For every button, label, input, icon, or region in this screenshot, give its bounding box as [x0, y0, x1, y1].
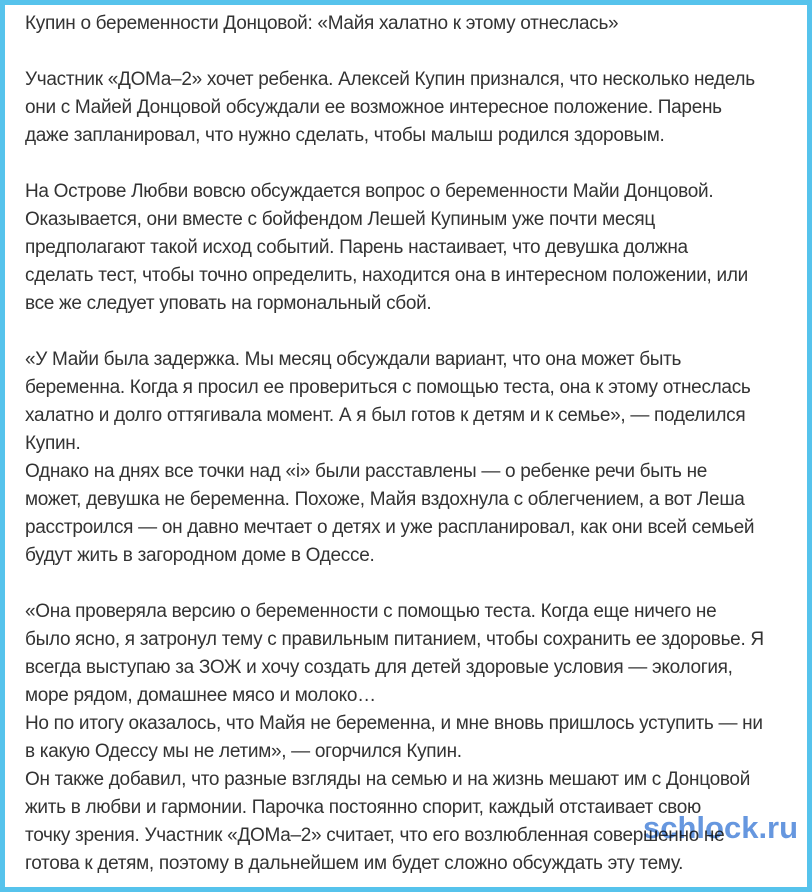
text-line: в какую Одессу мы не летим», — огорчился Купин.: [25, 741, 462, 762]
article-title: Купин о беременности Донцовой: «Майя халатно к этому отнеслась»: [25, 13, 619, 34]
text-line: было ясно, я затронул тему с правильным питанием, чтобы сохранить ее здоровье. Я: [25, 629, 764, 650]
text-line: предполагают такой исход событий. Парень настаивает, что девушка должна: [25, 237, 688, 258]
text-line: беременна. Когда я просил ее провериться с помощью теста, она к этому отнеслась: [25, 377, 751, 398]
text-line: может, девушка не беременна. Похоже, Майя вздохнула с облегчением, а вот Леша: [25, 489, 745, 510]
text-line: они с Майей Донцовой обсуждали ее возможное интересное положение. Парень: [25, 97, 722, 118]
article-paragraph: [25, 598, 797, 878]
text-line: Но по итогу оказалось, что Майя не беременна, и мне вновь пришлось уступить — ни: [25, 713, 763, 734]
text-line: море рядом, домашнее мясо и молоко…: [25, 685, 376, 706]
article-paragraph: [25, 66, 797, 150]
text-line: даже запланировал, что нужно сделать, чтобы малыш родился здоровым.: [25, 125, 665, 146]
text-line: все же следует уповать на гормональный сбой.: [25, 293, 432, 314]
text-line: Купин.: [25, 433, 81, 454]
text-line: расстроился — он давно мечтает о детях и уже распланировал, как они всей семьей: [25, 517, 755, 538]
text-line: халатно и долго оттягивала момент. А я был готов к детям и к семье», — поделился: [25, 405, 746, 426]
watermark-schlock-ru: schlock.ru: [643, 810, 799, 845]
text-line: всегда выступаю за ЗОЖ и хочу создать для детей здоровые условия — экология,: [25, 657, 733, 678]
text-line: жить в любви и гармонии. Парочка постоянно спорит, каждый отстаивает свою: [25, 797, 701, 818]
text-line: готова к детям, поэтому в дальнейшем им будет сложно обсуждать эту тему.: [25, 853, 684, 874]
article-paragraph: [25, 178, 797, 318]
text-line: Участник «ДОМа–2» хочет ребенка. Алексей Купин признался, что несколько недель: [25, 69, 755, 90]
text-line: будут жить в загородном доме в Одессе.: [25, 545, 375, 566]
text-line: сделать тест, чтобы точно определить, находится она в интересном положении, или: [25, 265, 748, 286]
text-line: Оказывается, они вместе с бойфендом Лешей Купиным уже почти месяц: [25, 209, 655, 230]
article-paragraph: [25, 346, 797, 570]
text-line: Он также добавил, что разные взгляды на семью и на жизнь мешают им с Донцовой: [25, 769, 751, 790]
text-line: «У Майи была задержка. Мы месяц обсуждали вариант, что она может быть: [25, 349, 682, 370]
text-line: Однако на днях все точки над «i» были расставлены — о ребенке речи быть не: [25, 461, 708, 482]
article-body: [25, 66, 797, 878]
text-line: точку зрения. Участник «ДОМа–2» считает, что его возлюбленная совершенно не: [25, 825, 725, 846]
text-line: «Она проверяла версию о беременности с помощью теста. Когда еще ничего не: [25, 601, 717, 622]
text-line: На Острове Любви вовсю обсуждается вопрос о беременности Майи Донцовой.: [25, 181, 714, 202]
